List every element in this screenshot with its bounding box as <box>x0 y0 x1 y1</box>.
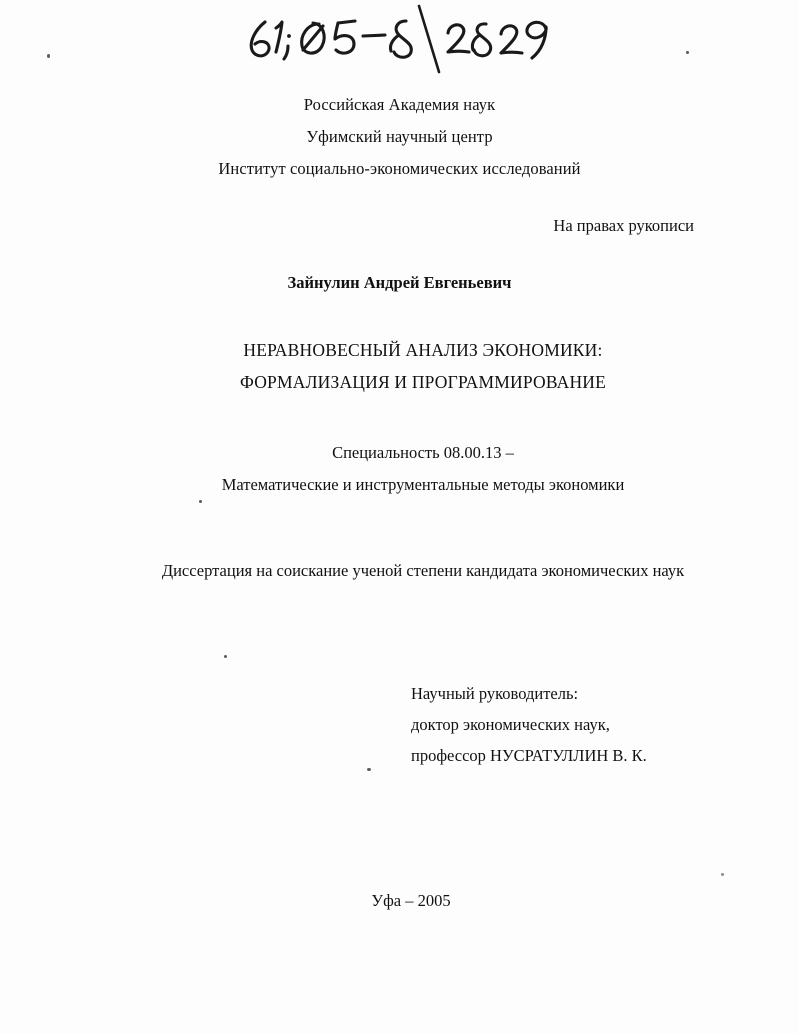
scan-speck <box>47 54 50 58</box>
supervisor-degree: доктор экономических наук, <box>411 715 610 734</box>
specialty-code-line: Специальность 08.00.13 – <box>332 443 514 462</box>
author-name-text: Зайнулин Андрей Евгеньевич <box>287 273 512 292</box>
scan-speck <box>721 873 724 876</box>
title-line-1: НЕРАВНОВЕСНЫЙ АНАЛИЗ ЭКОНОМИКИ: <box>243 340 603 360</box>
page-title <box>0 334 799 398</box>
author-name <box>0 270 799 295</box>
header-line-institute: Институт социально-экономических исследований <box>218 159 581 178</box>
supervisor-block <box>411 678 799 771</box>
header-line-center: Уфимский научный центр <box>306 127 493 146</box>
title-line-2: ФОРМАЛИЗАЦИЯ И ПРОГРАММИРОВАНИЕ <box>239 372 607 392</box>
handwritten-accession-stamp-icon <box>243 6 543 76</box>
supervisor-name: профессор НУСРАТУЛЛИН В. К. <box>411 746 647 765</box>
footer-city-year <box>0 888 799 913</box>
manuscript-rights-note <box>0 213 694 238</box>
specialty-block <box>0 437 799 501</box>
specialty-name-line: Математические и инструментальные методы экономики <box>221 475 625 494</box>
scan-speck <box>367 768 371 771</box>
institution-header <box>0 89 799 185</box>
supervisor-label: Научный руководитель: <box>411 684 579 703</box>
scan-speck <box>686 51 689 54</box>
footer-text: Уфа – 2005 <box>371 891 451 910</box>
degree-statement-text: Диссертация на соискание ученой степени кандидата экономических наук <box>161 561 685 580</box>
manuscript-note-text: На правах рукописи <box>553 216 694 235</box>
degree-statement <box>0 558 799 583</box>
header-line-academy: Российская Академия наук <box>303 95 496 114</box>
scan-speck <box>224 655 227 658</box>
